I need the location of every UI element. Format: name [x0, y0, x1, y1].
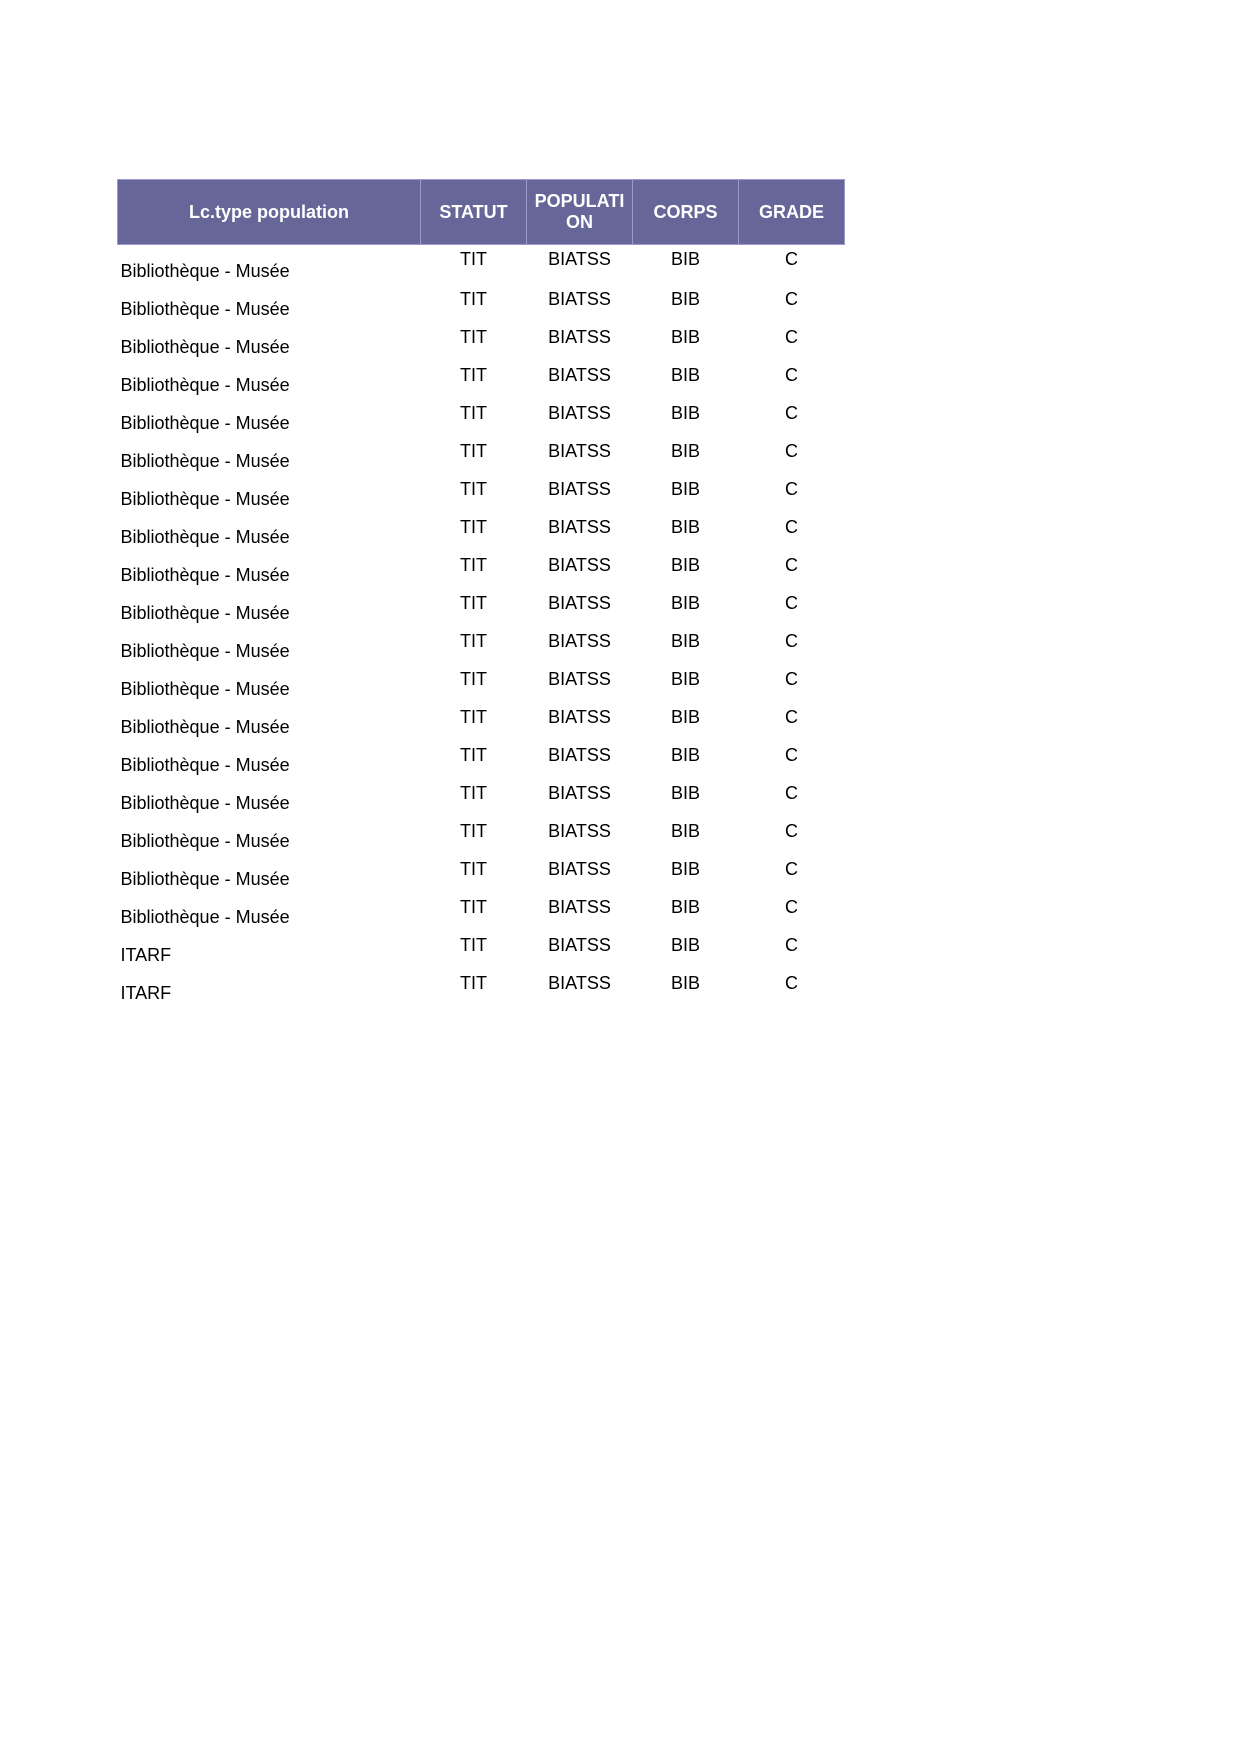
cell-population: BIATSS	[548, 669, 611, 689]
cell-population: BIATSS	[548, 517, 611, 537]
cell-corps: BIB	[670, 859, 700, 879]
cell-population: BIATSS	[548, 555, 611, 575]
table-row	[118, 778, 845, 816]
cell-type-population: Bibliothèque - Musée	[120, 527, 290, 547]
cell-statut: TIT	[460, 669, 487, 689]
cell-grade: C	[785, 935, 798, 955]
cell-statut: TIT	[460, 479, 487, 499]
table-row	[118, 968, 845, 1006]
cell-statut: TIT	[460, 859, 487, 879]
population-table	[117, 179, 845, 1006]
cell-statut: TIT	[460, 403, 487, 423]
cell-type-population: Bibliothèque - Musée	[120, 375, 290, 395]
cell-corps: BIB	[670, 249, 700, 269]
table-row	[118, 854, 845, 892]
header-population: POPULATION	[527, 180, 633, 245]
table-row	[118, 816, 845, 854]
cell-corps: BIB	[670, 783, 700, 803]
cell-population: BIATSS	[548, 859, 611, 879]
cell-population: BIATSS	[548, 745, 611, 765]
cell-statut: TIT	[460, 555, 487, 575]
header-grade: GRADE	[739, 180, 845, 245]
cell-statut: TIT	[460, 327, 487, 347]
table-row	[118, 930, 845, 968]
cell-grade: C	[785, 669, 798, 689]
cell-corps: BIB	[670, 745, 700, 765]
table-row	[118, 588, 845, 626]
cell-statut: TIT	[460, 289, 487, 309]
header-type-population: Lc.type population	[118, 180, 421, 245]
cell-grade: C	[785, 289, 798, 309]
cell-population: BIATSS	[548, 935, 611, 955]
cell-statut: TIT	[460, 517, 487, 537]
cell-statut: TIT	[460, 783, 487, 803]
cell-statut: TIT	[460, 365, 487, 385]
cell-population: BIATSS	[548, 973, 611, 993]
cell-grade: C	[785, 973, 798, 993]
cell-type-population: Bibliothèque - Musée	[120, 793, 290, 813]
cell-type-population: Bibliothèque - Musée	[120, 489, 290, 509]
cell-population: BIATSS	[548, 897, 611, 917]
cell-statut: TIT	[460, 973, 487, 993]
cell-type-population: Bibliothèque - Musée	[120, 679, 290, 699]
cell-corps: BIB	[670, 631, 700, 651]
cell-type-population: ITARF	[120, 983, 172, 1003]
cell-corps: BIB	[670, 441, 700, 461]
cell-corps: BIB	[670, 555, 700, 575]
cell-corps: BIB	[670, 935, 700, 955]
cell-population: BIATSS	[548, 365, 611, 385]
cell-population: BIATSS	[548, 707, 611, 727]
cell-corps: BIB	[670, 707, 700, 727]
spreadsheet-page	[117, 179, 845, 1006]
cell-population: BIATSS	[548, 327, 611, 347]
cell-statut: TIT	[460, 707, 487, 727]
cell-grade: C	[785, 631, 798, 651]
cell-type-population: ITARF	[120, 945, 172, 965]
cell-population: BIATSS	[548, 249, 611, 269]
table-row	[118, 892, 845, 930]
table-row	[118, 664, 845, 702]
cell-population: BIATSS	[548, 631, 611, 651]
cell-grade: C	[785, 859, 798, 879]
cell-population: BIATSS	[548, 479, 611, 499]
cell-type-population: Bibliothèque - Musée	[120, 337, 290, 357]
cell-type-population: Bibliothèque - Musée	[120, 299, 290, 319]
cell-corps: BIB	[670, 479, 700, 499]
cell-grade: C	[785, 479, 798, 499]
cell-statut: TIT	[460, 897, 487, 917]
cell-corps: BIB	[670, 593, 700, 613]
table-row	[118, 550, 845, 588]
cell-grade: C	[785, 403, 798, 423]
table-body	[118, 245, 845, 1007]
table-row	[118, 436, 845, 474]
cell-population: BIATSS	[548, 403, 611, 423]
table-row	[118, 398, 845, 436]
cell-corps: BIB	[670, 517, 700, 537]
header-statut: STATUT	[421, 180, 527, 245]
cell-type-population: Bibliothèque - Musée	[120, 565, 290, 585]
cell-type-population: Bibliothèque - Musée	[120, 831, 290, 851]
cell-type-population: Bibliothèque - Musée	[120, 907, 290, 927]
table-row	[118, 474, 845, 512]
cell-grade: C	[785, 897, 798, 917]
cell-statut: TIT	[460, 745, 487, 765]
cell-type-population: Bibliothèque - Musée	[120, 261, 290, 281]
cell-corps: BIB	[670, 365, 700, 385]
cell-grade: C	[785, 783, 798, 803]
cell-type-population: Bibliothèque - Musée	[120, 755, 290, 775]
cell-type-population: Bibliothèque - Musée	[120, 641, 290, 661]
cell-population: BIATSS	[548, 441, 611, 461]
cell-population: BIATSS	[548, 289, 611, 309]
cell-grade: C	[785, 821, 798, 841]
cell-type-population: Bibliothèque - Musée	[120, 451, 290, 471]
cell-corps: BIB	[670, 669, 700, 689]
cell-statut: TIT	[460, 593, 487, 613]
cell-grade: C	[785, 745, 798, 765]
cell-population: BIATSS	[548, 783, 611, 803]
cell-type-population: Bibliothèque - Musée	[120, 717, 290, 737]
header-corps: CORPS	[633, 180, 739, 245]
cell-grade: C	[785, 365, 798, 385]
table-row	[118, 360, 845, 398]
cell-corps: BIB	[670, 973, 700, 993]
cell-type-population: Bibliothèque - Musée	[120, 413, 290, 433]
cell-statut: TIT	[460, 935, 487, 955]
cell-grade: C	[785, 441, 798, 461]
cell-statut: TIT	[460, 631, 487, 651]
table-row	[118, 245, 845, 285]
cell-corps: BIB	[670, 897, 700, 917]
cell-type-population: Bibliothèque - Musée	[120, 869, 290, 889]
table-row	[118, 702, 845, 740]
cell-statut: TIT	[460, 441, 487, 461]
header-row	[118, 180, 845, 245]
cell-type-population: Bibliothèque - Musée	[120, 603, 290, 623]
cell-corps: BIB	[670, 403, 700, 423]
cell-statut: TIT	[460, 249, 487, 269]
cell-corps: BIB	[670, 821, 700, 841]
cell-population: BIATSS	[548, 593, 611, 613]
table-row	[118, 626, 845, 664]
cell-corps: BIB	[670, 327, 700, 347]
table-row	[118, 284, 845, 322]
cell-grade: C	[785, 517, 798, 537]
table-row	[118, 740, 845, 778]
table-row	[118, 322, 845, 360]
cell-grade: C	[785, 555, 798, 575]
cell-grade: C	[785, 707, 798, 727]
cell-population: BIATSS	[548, 821, 611, 841]
cell-grade: C	[785, 327, 798, 347]
cell-grade: C	[785, 249, 798, 269]
cell-statut: TIT	[460, 821, 487, 841]
cell-corps: BIB	[670, 289, 700, 309]
table-row	[118, 512, 845, 550]
cell-grade: C	[785, 593, 798, 613]
